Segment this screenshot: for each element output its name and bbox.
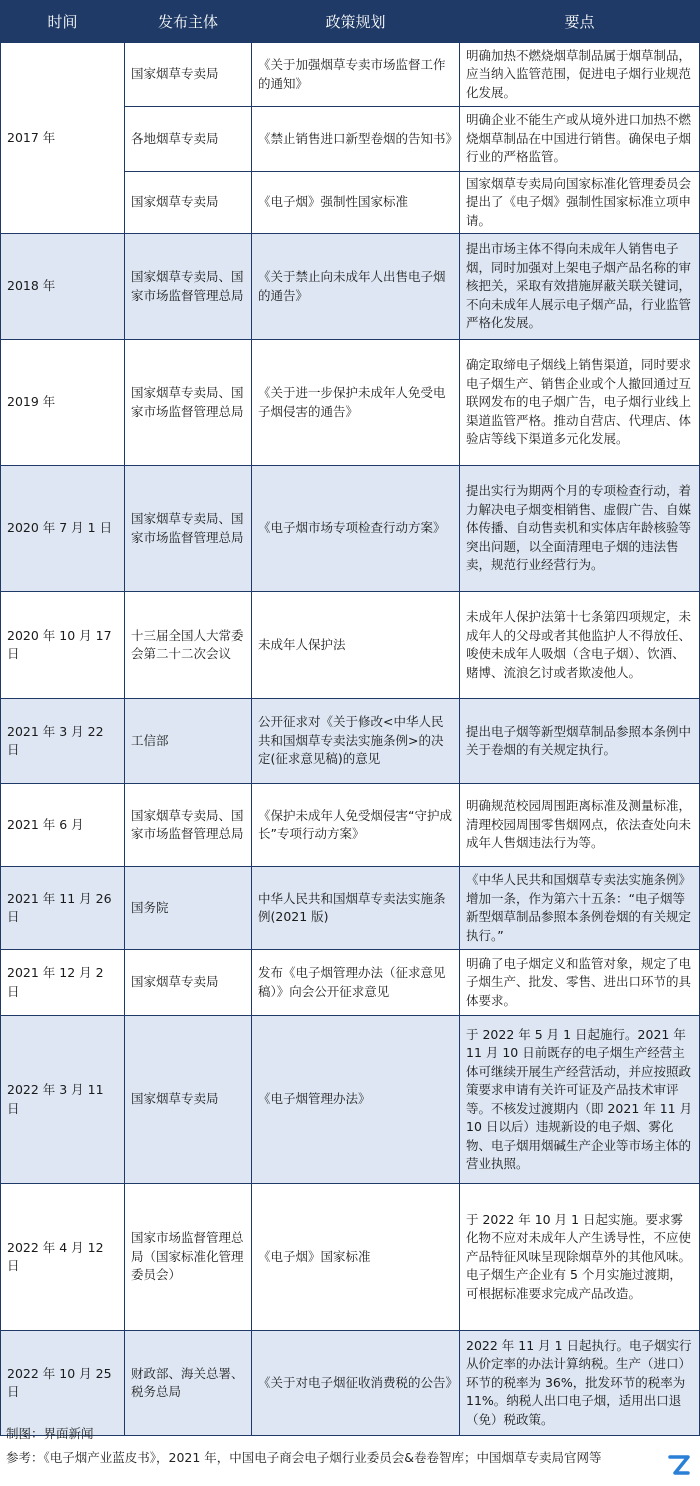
issuer-cell: 十三届全国人大常委会第二十二次会议 <box>125 592 252 699</box>
table-row <box>1 466 700 592</box>
header-points: 要点 <box>460 1 700 43</box>
points-cell: 明确了电子烟定义和监管对象，规定了电子烟生产、批发、零售、进出口环节的具体要求。 <box>460 950 700 1016</box>
time-cell: 2020 年 10 月 17 日 <box>1 592 125 699</box>
time-cell: 2022 年 10 月 25 日 <box>1 1331 125 1436</box>
chart-credit: 制图：界面新闻 <box>6 1426 94 1441</box>
policy-cell: 未成年人保护法 <box>252 592 460 699</box>
points-cell: 提出电子烟等新型烟草制品参照本条例中关于卷烟的有关规定执行。 <box>460 699 700 784</box>
issuer-cell: 国家烟草专卖局 <box>125 43 252 107</box>
header-issuer: 发布主体 <box>125 1 252 43</box>
table-row <box>1 1331 700 1436</box>
issuer-cell: 国家烟草专卖局 <box>125 172 252 234</box>
policy-cell: 《电子烟》国家标准 <box>252 1184 460 1331</box>
time-cell: 2017 年 <box>1 43 125 234</box>
issuer-cell: 国家烟草专卖局、国家市场监督管理总局 <box>125 784 252 867</box>
policy-cell: 《电子烟》强制性国家标准 <box>252 172 460 234</box>
points-cell: 于 2022 年 5 月 1 日起施行。2021 年 11 月 10 日前既存的电子烟生产经营主体可继续开展生产经营活动，并应按照政策要求申请有关许可证及产品技术审评等。不核发过渡期内（即 2021 年 11 月 10 日以后）违规新设的电子烟、雾化物、电子烟用烟碱生产企业等市场主体的营业执照。 <box>460 1016 700 1184</box>
table-row <box>1 950 700 1016</box>
time-cell: 2020 年 7 月 1 日 <box>1 466 125 592</box>
table-row <box>1 1184 700 1331</box>
table-row <box>1 234 700 340</box>
policy-cell: 《保护未成年人免受烟侵害“守护成长”专项行动方案》 <box>252 784 460 867</box>
points-cell: 2022 年 11 月 1 日起执行。电子烟实行从价定率的办法计算纳税。生产（进口）环节的税率为 36%，批发环节的税率为 11%。纳税人出口电子烟，适用出口退（免）税政策。 <box>460 1331 700 1436</box>
table-row <box>1 43 700 107</box>
issuer-cell: 国务院 <box>125 867 252 950</box>
issuer-cell: 国家烟草专卖局、国家市场监督管理总局 <box>125 234 252 340</box>
time-cell: 2022 年 4 月 12 日 <box>1 1184 125 1331</box>
points-cell: 明确企业不能生产或从境外进口加热不燃烧烟草制品在中国进行销售。确保电子烟行业的严格监管。 <box>460 107 700 172</box>
time-cell: 2021 年 6 月 <box>1 784 125 867</box>
points-cell: 提出实行为期两个月的专项检查行动，着力解决电子烟变相销售、虚假广告、自媒体传播、自动售卖机和实体店年龄核验等突出问题，以全面清理电子烟的违法售卖，规范行业经营行为。 <box>460 466 700 592</box>
header-policy: 政策规划 <box>252 1 460 43</box>
table-row <box>1 784 700 867</box>
points-cell: 明确加热不燃烧烟草制品属于烟草制品，应当纳入监管范围，促进电子烟行业规范化发展。 <box>460 43 700 107</box>
issuer-cell: 财政部、海关总署、税务总局 <box>125 1331 252 1436</box>
policy-cell: 中华人民共和国烟草专卖法实施条例(2021 版) <box>252 867 460 950</box>
issuer-cell: 国家市场监督管理总局（国家标准化管理委员会） <box>125 1184 252 1331</box>
time-cell: 2019 年 <box>1 340 125 466</box>
policy-cell: 发布《电子烟管理办法（征求意见稿）》向会公开征求意见 <box>252 950 460 1016</box>
policy-cell: 《电子烟管理办法》 <box>252 1016 460 1184</box>
time-cell: 2021 年 12 月 2 日 <box>1 950 125 1016</box>
table-header-row <box>1 1 700 43</box>
table-row <box>1 1016 700 1184</box>
issuer-cell: 工信部 <box>125 699 252 784</box>
issuer-cell: 国家烟草专卖局 <box>125 1016 252 1184</box>
time-cell: 2021 年 3 月 22 日 <box>1 699 125 784</box>
points-cell: 确定取缔电子烟线上销售渠道，同时要求电子烟生产、销售企业或个人撤回通过互联网发布的电子烟广告，电子烟行业线上渠道监管严格。推动自营店、代理店、体验店等线下渠道多元化发展。 <box>460 340 700 466</box>
policy-cell: 《关于加强烟草专卖市场监督工作的通知》 <box>252 43 460 107</box>
time-cell: 2022 年 3 月 11 日 <box>1 1016 125 1184</box>
header-time: 时间 <box>1 1 125 43</box>
policy-cell: 公开征求对《关于修改<中华人民共和国烟草专卖法实施条例>的决定(征求意见稿)的意见 <box>252 699 460 784</box>
points-cell: 国家烟草专卖局向国家标准化管理委员会提出了《电子烟》强制性国家标准立项申请。 <box>460 172 700 234</box>
time-cell: 2018 年 <box>1 234 125 340</box>
table-row <box>1 699 700 784</box>
source-note: 参考：《电子烟产业蓝皮书》，2021 年，中国电子商会电子烟行业委员会&卷卷智库；中国烟草专卖局官网等 <box>6 1450 602 1465</box>
policy-cell: 《关于进一步保护未成年人免受电子烟侵害的通告》 <box>252 340 460 466</box>
points-cell: 《中华人民共和国烟草专卖法实施条例》增加一条，作为第六十五条：“电子烟等新型烟草制品参照本条例卷烟的有关规定执行。” <box>460 867 700 950</box>
issuer-cell: 国家烟草专卖局 <box>125 950 252 1016</box>
watermark-logo-icon <box>664 1450 694 1480</box>
issuer-cell: 各地烟草专卖局 <box>125 107 252 172</box>
table-row <box>1 340 700 466</box>
table-row <box>1 592 700 699</box>
issuer-cell: 国家烟草专卖局、国家市场监督管理总局 <box>125 466 252 592</box>
points-cell: 于 2022 年 10 月 1 日起实施。要求雾化物不应对未成年人产生诱导性，不应使产品特征风味呈现除烟草外的其他风味。电子烟生产企业有 5 个月实施过渡期，可根据标准要求完成产品改造。 <box>460 1184 700 1331</box>
policy-cell: 《关于禁止向未成年人出售电子烟的通告》 <box>252 234 460 340</box>
table-row <box>1 867 700 950</box>
points-cell: 提出市场主体不得向未成年人销售电子烟，同时加强对上架电子烟产品名称的审核把关，采取有效措施屏蔽关联关键词，不向未成年人展示电子烟产品，行业监管严格化发展。 <box>460 234 700 340</box>
time-cell: 2021 年 11 月 26 日 <box>1 867 125 950</box>
points-cell: 未成年人保护法第十七条第四项规定，未成年人的父母或者其他监护人不得放任、唆使未成年人吸烟（含电子烟）、饮酒、赌博、流浪乞讨或者欺凌他人。 <box>460 592 700 699</box>
issuer-cell: 国家烟草专卖局、国家市场监督管理总局 <box>125 340 252 466</box>
policy-cell: 《电子烟市场专项检查行动方案》 <box>252 466 460 592</box>
policy-cell: 《禁止销售进口新型卷烟的告知书》 <box>252 107 460 172</box>
policy-cell: 《关于对电子烟征收消费税的公告》 <box>252 1331 460 1436</box>
points-cell: 明确规范校园周围距离标准及测量标准，清理校园周围零售烟网点，依法查处向未成年人售烟违法行为等。 <box>460 784 700 867</box>
